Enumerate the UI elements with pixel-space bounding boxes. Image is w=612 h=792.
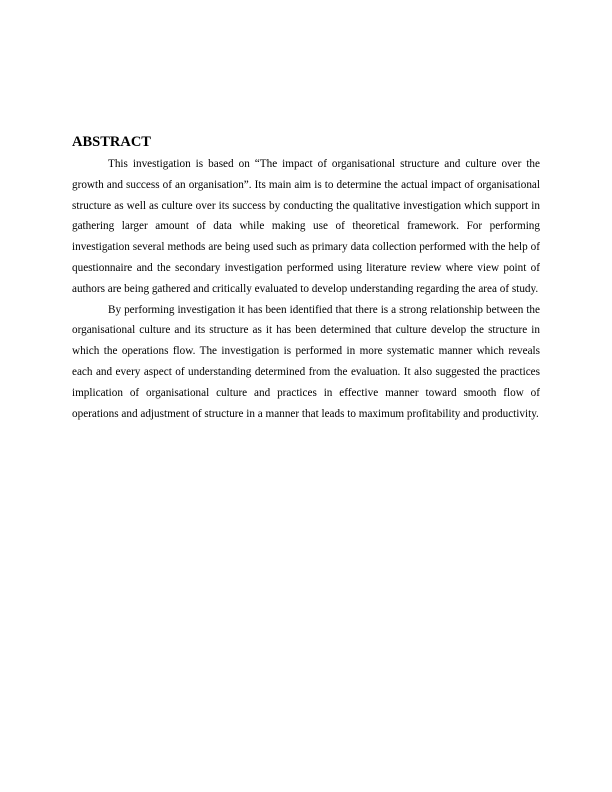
abstract-paragraph-1: This investigation is based on “The impact of organisational structure and culture over the growth and success of an organisation”. Its main aim is to determine the actual impact of organisational structure as well as culture over its success by conducting the qualitative investigation which support in gathering larger amount of data while making use of theoretical framework. For performing investigation several methods are being used such as primary data collection performed with the help of questionnaire and the secondary investigation performed using literature review where view point of authors are being gathered and critically evaluated to develop understanding regarding the area of study. [72, 158, 540, 295]
abstract-paragraph-2: By performing investigation it has been identified that there is a strong relationship between the organisational culture and its structure as it has been determined that culture develop the structure in which the operations flow. The investigation is performed in more systematic manner which reveals each and every aspect of understanding determined from the evaluation. It also suggested the practices implication of organisational culture and practices in effective manner toward smooth flow of operations and adjustment of structure in a manner that leads to maximum profitability and productivity. [72, 303, 540, 420]
abstract-section [72, 133, 540, 424]
abstract-heading: ABSTRACT [72, 134, 151, 150]
